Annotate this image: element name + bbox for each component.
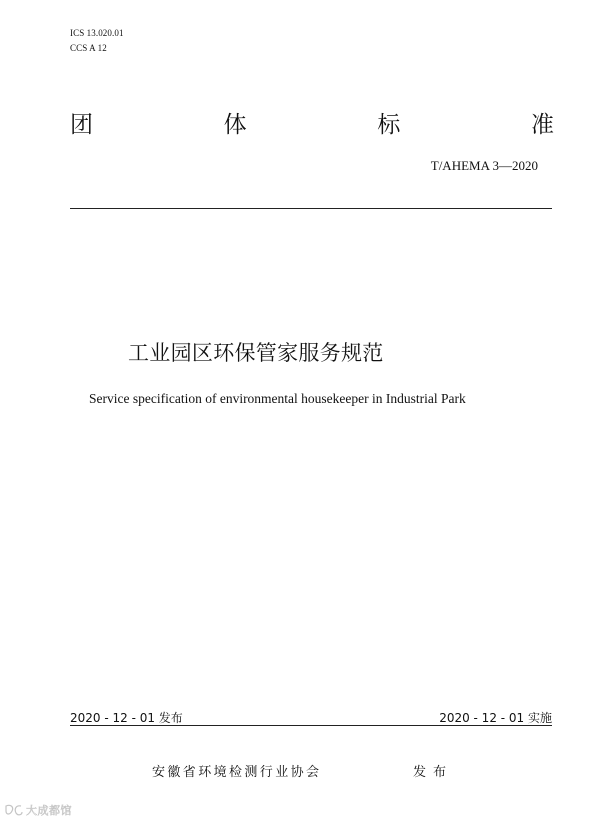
bottom-divider: [70, 725, 552, 726]
document-type-char: 体: [223, 112, 247, 138]
document-type-char: 团: [70, 112, 93, 138]
document-type-heading: [70, 110, 554, 140]
standard-number: T/AHEMA 3—2020: [430, 158, 538, 173]
watermark-text: 大成都馆: [26, 804, 72, 817]
issue-label: 发布: [413, 765, 454, 780]
dc-logo-icon: [4, 804, 24, 817]
title-chinese: 工业园区环保管家服务规范: [128, 341, 384, 365]
ccs-code: CCS A 12: [70, 43, 107, 53]
document-type-char: 标: [377, 112, 401, 138]
ics-code: ICS 13.020.01: [70, 28, 124, 38]
watermark: [4, 804, 72, 817]
document-type-char: 准: [530, 112, 554, 138]
top-divider: [70, 208, 552, 209]
implement-date: 2020 - 12 - 01 实施: [439, 711, 552, 725]
title-english: Service specification of environmental housekeeper in Industrial Park: [89, 391, 466, 406]
issuer-name: 安徽省环境检测行业协会: [152, 765, 322, 780]
publish-date: 2020 - 12 - 01 发布: [70, 711, 183, 725]
